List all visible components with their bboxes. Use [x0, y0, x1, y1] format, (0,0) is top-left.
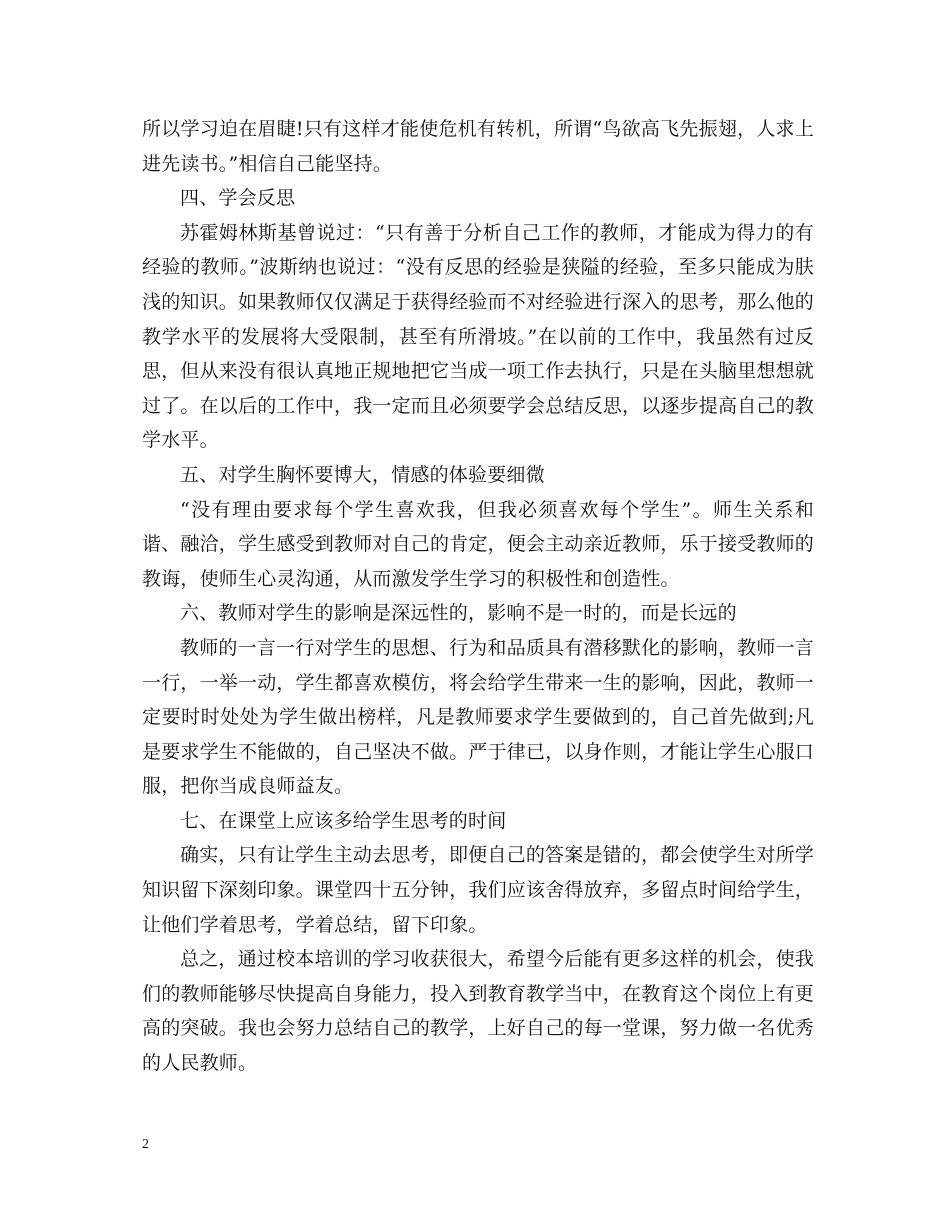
section-heading-reflect: 四、学会反思 — [180, 187, 296, 210]
paragraph-continuation: 所以学习迫在眉睫!只有这样才能使危机有转机，所谓“鸟欲高飞先振翅，人求上进先读书。”相信自己能坚持。 — [142, 118, 814, 175]
document-body — [142, 112, 814, 1081]
section-heading-influence: 六、教师对学生的影响是深远性的，影响不是一时的，而是长远的 — [180, 602, 737, 625]
paragraph-reflect: 苏霍姆林斯基曾说过：“只有善于分析自己工作的教师，才能成为得力的有经验的教师。”波斯纳也说过：“没有反思的经验是狭隘的经验，至多只能成为肤浅的知识。如果教师仅仅满足于获得经验而不对经验进行深入的思考，那么他的教学水平的发展将大受限制，甚至有所滑坡。”在以前的工作中，我虽然有过反思，但从来没有很认真地正规地把它当成一项工作去执行，只是在头脑里想想就过了。在以后的工作中，我一定而且必须要学会总结反思，以逐步提高自己的教学水平。 — [142, 221, 815, 452]
section-heading-care: 五、对学生胸怀要博大，情感的体验要细微 — [180, 463, 545, 486]
section-heading-thinking-time: 七、在课堂上应该多给学生思考的时间 — [180, 809, 507, 832]
paragraph-care: “没有理由要求每个学生喜欢我，但我必须喜欢每个学生”。师生关系和谐、融洽，学生感受到教师对自己的肯定，便会主动亲近教师，乐于接受教师的教诲，使师生心灵沟通，从而激发学生学习的积极性和创造性。 — [142, 498, 815, 590]
paragraph-conclusion: 总之，通过校本培训的学习收获很大，希望今后能有更多这样的机会，使我们的教师能够尽快提高自身能力，投入到教育教学当中，在教育这个岗位上有更高的突破。我也会努力总结自己的教学，上好自己的每一堂课，努力做一名优秀的人民教师。 — [142, 948, 815, 1075]
paragraph-thinking-time: 确实，只有让学生主动去思考，即便自己的答案是错的，都会使学生对所学知识留下深刻印象。课堂四十五分钟，我们应该舍得放弃，多留点时间给学生，让他们学着思考，学着总结，留下印象。 — [142, 844, 815, 936]
page-number: 2 — [142, 1137, 149, 1152]
paragraph-influence: 教师的一言一行对学生的思想、行为和品质具有潜移默化的影响，教师一言一行，一举一动，学生都喜欢模仿，将会给学生带来一生的影响，因此，教师一定要时时处处为学生做出榜样，凡是教师要求学生要做到的，自己首先做到;凡是要求学生不能做的，自己坚决不做。严于律已，以身作则，才能让学生心服口服，把你当成良师益友。 — [142, 636, 815, 798]
